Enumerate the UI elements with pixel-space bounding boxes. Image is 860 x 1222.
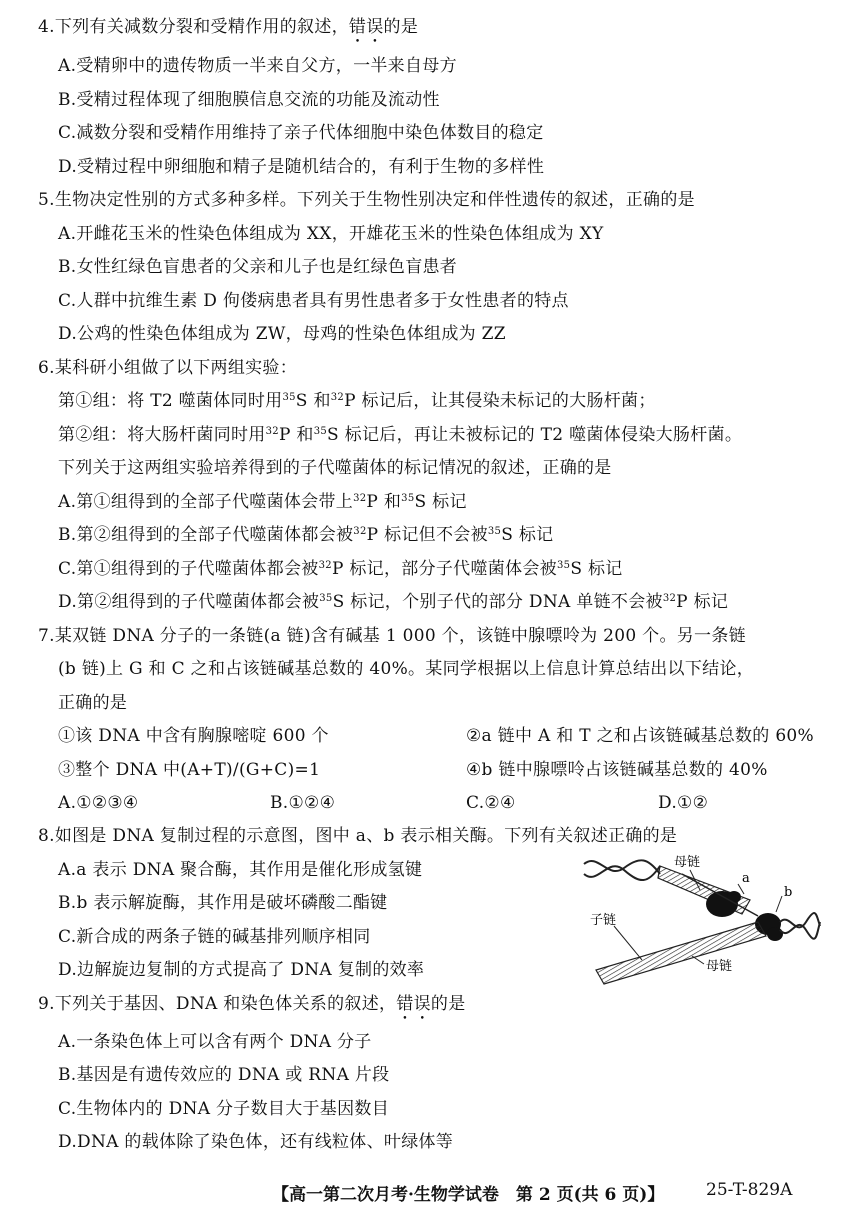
q6-stem: 6.某科研小组做了以下两组实验： — [38, 358, 298, 378]
q6-group-2-sup-35: 35 — [313, 426, 328, 437]
q5-option-d: D.公鸡的性染色体组成为 ZW，母鸡的性染色体组成为 ZZ — [58, 324, 506, 344]
q7-statement-3: ③整个 DNA 中(A+T)/(G+C)=1 — [58, 760, 321, 780]
q6-option-c-text-3: S 标记 — [570, 559, 623, 579]
q6-option-c-sup-32: 32 — [318, 560, 332, 571]
label-daughter-strand: 子链 — [590, 913, 617, 928]
q9-option-a: A.一条染色体上可以含有两个 DNA 分子 — [58, 1032, 372, 1052]
q8-option-b: B.b 表示解旋酶，其作用是破坏磷酸二酯键 — [58, 893, 388, 913]
q9-option-b: B.基因是有遗传效应的 DNA 或 RNA 片段 — [58, 1065, 390, 1085]
q6-option-c-text-1: C.第①组得到的子代噬菌体都会被 — [58, 559, 319, 579]
q9-option-d: D.DNA 的载体除了染色体，还有线粒体、叶绿体等 — [58, 1132, 454, 1152]
q9-stem-emphasis: 错误 — [396, 994, 431, 1014]
q6-option-b-text-2: P 标记但不会被 — [366, 525, 488, 545]
label-parent-strand-bottom: 母链 — [706, 959, 733, 974]
q6-option-b-text-3: S 标记 — [501, 525, 554, 545]
q5-option-a: A.开雌花玉米的性染色体组成为 XX，开雄花玉米的性染色体组成为 XY — [58, 224, 604, 244]
q6-group-1-sup-32: 32 — [330, 392, 345, 403]
q9-stem-text: 9.下列关于基因、DNA 和染色体关系的叙述， — [38, 994, 397, 1014]
q8-option-c: C.新合成的两条子链的碱基排列顺序相同 — [58, 927, 371, 947]
page-footer-title: 【高一第二次月考·生物学试卷 第 2 页(共 6 页)】 — [272, 1185, 665, 1205]
q6-option-c-sup-35: 35 — [556, 560, 571, 571]
q6-group-2-text-a: 第②组：将大肠杆菌同时用 — [58, 425, 266, 445]
q7-option-c: C.②④ — [466, 793, 516, 813]
q6-prompt: 下列关于这两组实验培养得到的子代噬菌体的标记情况的叙述，正确的是 — [58, 458, 612, 478]
q6-group-1 — [58, 390, 656, 412]
q7-statement-4: ④b 链中腺嘌呤占该链碱基总数的 40% — [466, 760, 768, 780]
q6-group-1-text-a: 第①组：将 T2 噬菌体同时用 — [58, 391, 283, 411]
q7-stem-line-2: (b 链)上 G 和 C 之和占该链碱基总数的 40%。某同学根据以上信息计算总结出以下结论， — [58, 659, 755, 679]
enzyme-a-lobe — [727, 891, 741, 903]
q4-stem — [38, 16, 418, 47]
q7-option-a: A.①②③④ — [58, 793, 139, 813]
page-footer-code: 25-T-829A — [706, 1180, 793, 1200]
q6-option-a-text-2: P 和 — [366, 492, 402, 512]
q9-stem-end: 的是 — [430, 994, 466, 1014]
q6-option-a-text-1: A.第①组得到的全部子代噬菌体会带上 — [58, 492, 354, 512]
q9-stem — [38, 993, 466, 1024]
leader-b — [776, 896, 782, 912]
q6-group-2 — [58, 424, 742, 446]
q6-option-c — [58, 558, 623, 580]
q6-option-a-sup-32: 32 — [353, 493, 367, 504]
q6-group-2-text-b: P 和 — [278, 425, 314, 445]
q6-option-a-text-3: S 标记 — [414, 492, 467, 512]
label-enzyme-b: b — [784, 885, 793, 900]
q4-option-b: B.受精过程体现了细胞膜信息交流的功能及流动性 — [58, 90, 440, 110]
label-enzyme-a: a — [742, 871, 750, 886]
q8-option-d: D.边解旋边复制的方式提高了 DNA 复制的效率 — [58, 960, 425, 980]
q6-option-b-sup-35: 35 — [487, 526, 502, 537]
q6-option-d-text-1: D.第②组得到的子代噬菌体都会被 — [58, 592, 320, 612]
q7-statement-1: ①该 DNA 中含有胸腺嘧啶 600 个 — [58, 726, 329, 746]
q6-group-2-sup-32: 32 — [265, 426, 279, 437]
lower-duplex — [596, 922, 766, 984]
q7-statement-2: ②a 链中 A 和 T 之和占该链碱基总数的 60% — [466, 726, 814, 746]
q4-stem-end: 的是 — [383, 17, 419, 37]
q7-option-b: B.①②④ — [270, 793, 336, 813]
q7-option-d: D.①② — [658, 793, 709, 813]
q6-group-1-sup-35: 35 — [282, 392, 296, 403]
dna-replication-diagram — [582, 852, 822, 992]
q9-option-c: C.生物体内的 DNA 分子数目大于基因数目 — [58, 1099, 389, 1119]
q6-option-d-text-3: P 标记 — [676, 592, 729, 612]
q8-option-a: A.a 表示 DNA 聚合酶，其作用是催化形成氢键 — [58, 860, 423, 880]
q6-option-a — [58, 491, 467, 513]
q5-option-c: C.人群中抗维生素 D 佝偻病患者具有男性患者多于女性患者的特点 — [58, 291, 569, 311]
q6-option-b-sup-32: 32 — [353, 526, 367, 537]
q6-group-2-text-c: S 标记后，再让未被标记的 T2 噬菌体侵染大肠杆菌。 — [327, 425, 743, 445]
label-parent-strand-top: 母链 — [674, 855, 701, 870]
q4-option-d: D.受精过程中卵细胞和精子是随机结合的，有利于生物的多样性 — [58, 157, 545, 177]
q5-option-b: B.女性红绿色盲患者的父亲和儿子也是红绿色盲患者 — [58, 257, 458, 277]
q4-option-c: C.减数分裂和受精作用维持了亲子代体细胞中染色体数目的稳定 — [58, 123, 544, 143]
q6-option-d-sup-35: 35 — [319, 593, 333, 604]
helix-strand-2 — [584, 866, 660, 880]
q6-option-b-text-1: B.第②组得到的全部子代噬菌体都会被 — [58, 525, 354, 545]
q6-group-1-text-b: S 和 — [295, 391, 331, 411]
q8-stem: 8.如图是 DNA 复制过程的示意图，图中 a、b 表示相关酶。下列有关叙述正确的是 — [38, 826, 678, 846]
leader-parent-bottom — [692, 956, 704, 964]
leader-daughter — [614, 926, 642, 960]
q6-option-a-sup-35: 35 — [401, 493, 415, 504]
q4-stem-emphasis: 错误 — [348, 17, 384, 37]
q4-option-a: A.受精卵中的遗传物质一半来自父方，一半来自母方 — [58, 56, 457, 76]
enzyme-b-lobe — [767, 927, 783, 941]
q7-stem-line-3: 正确的是 — [58, 693, 128, 713]
q6-option-b — [58, 524, 553, 546]
helix-strand-1 — [584, 860, 660, 874]
q7-stem-line-1: 7.某双链 DNA 分子的一条链(a 链)含有碱基 1 000 个，该链中腺嘌呤为 200 个。另一条链 — [38, 626, 746, 646]
q6-group-1-text-c: P 标记后，让其侵染未标记的大肠杆菌； — [344, 391, 656, 411]
q4-stem-text: 4.下列有关减数分裂和受精作用的叙述， — [38, 17, 349, 37]
q6-option-c-text-2: P 标记，部分子代噬菌体会被 — [331, 559, 557, 579]
q6-option-d-text-2: S 标记，个别子代的部分 DNA 单链不会被 — [332, 592, 663, 612]
helix-right-2 — [780, 922, 820, 939]
q5-stem: 5.生物决定性别的方式多种多样。下列关于生物性别决定和伴性遗传的叙述，正确的是 — [38, 190, 695, 210]
q6-option-d-sup-32: 32 — [662, 593, 677, 604]
q6-option-d — [58, 591, 728, 613]
